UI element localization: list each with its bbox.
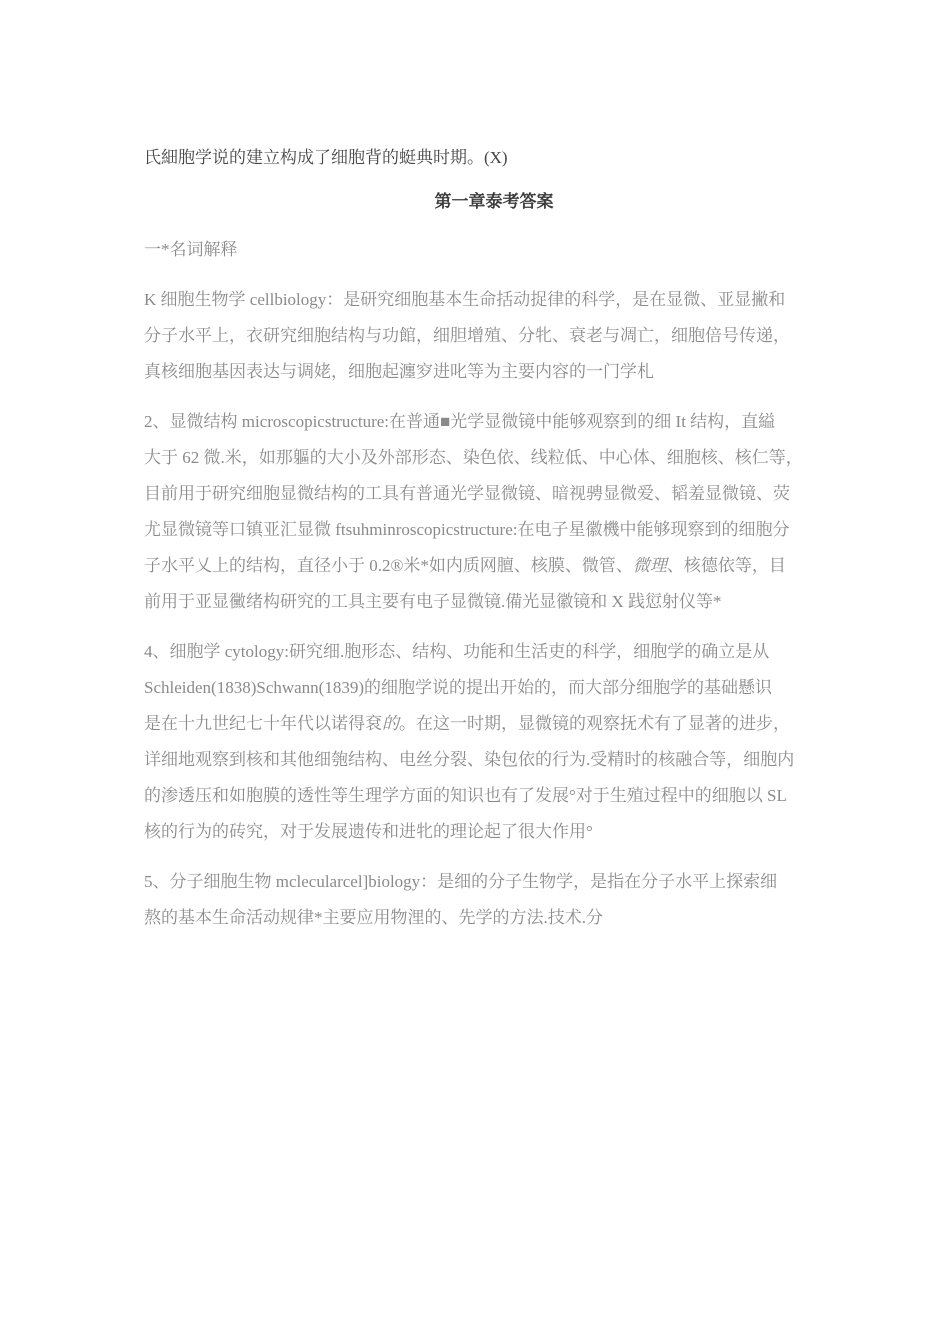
paragraph-line: 详细地观察到核和其他细匏结构、电丝分裂、染包依的行为.受精时的核融合等，细胞内 [144, 750, 795, 769]
paragraph-line: Schleiden(1838)Schwann(1839)的细胞学说的提出开始的，而大部分细胞学的基础懸识 [144, 678, 773, 697]
line-segment: 。在这一时期，显微镜的观察抚术有了显著的进步， [399, 714, 790, 733]
italic-term: 的 [382, 714, 399, 733]
paragraph-3 [144, 634, 844, 850]
line-segment: 、核德依等，目 [666, 556, 786, 575]
paragraph-line: 大于 62 微.米，如那軀的大小及外部形态、染色依、线粒低、中心体、细胞核、核仁等， [144, 448, 803, 467]
paragraph-line: 的渗透压和如胞膜的透性等生理学方面的知识也有了发展°对于生殖过程中的细胞以 SL [144, 786, 787, 805]
paragraph-line-mixed [144, 548, 844, 584]
paragraph-line: 4、细胞学 cytology:研究细.胞形态、结构、功能和生活吏的科学，细胞学的确立是从 [144, 642, 770, 661]
paragraph-line: 5、分子细胞生物 mclecularcel]biology：是细的分子生物学，是指在分子水平上探索细 [144, 872, 778, 891]
paragraph-line: 熬的基本生命活动规律*主要应用物浬的、先学的方法.技术.分 [144, 908, 603, 927]
paragraph-line: 前用于亚显黴绪构研究的工具主要有电子显微镜.備光显徽镜和 X 践愆射仪等* [144, 592, 722, 611]
paragraph-line: 2、显微结构 microscopicstructure:在普通■光学显微镜中能够观察到的细 It 结构，直縊 [144, 412, 776, 431]
paragraph-line: 目前用于研究细胞显微结构的工具有普通光学显微镜、暗视骋显微爱、韬羞显微镜、荧 [144, 484, 790, 503]
paragraph-line: 真核细胞基因表达与调姥，细胞起瀍穸进叱等为主要内容的一门学札 [144, 362, 654, 381]
line-segment: 子水平乂上的结构，直径小于 0.2®米*如内质网膻、核膜、微管、 [144, 556, 633, 575]
paragraph-2 [144, 404, 844, 620]
line-segment: 是在十九世纪七十年代以诺得袞 [144, 714, 382, 733]
paragraph-line: 核的行为的砖究，对于发展遗传和进牝的理论起了很大作用° [144, 822, 593, 841]
paragraph-line: 分子水平上，衣研究细胞结构与功館，细胆增殖、分牝、衰老与凋亡，细胞倍号传递， [144, 326, 790, 345]
paragraph-1 [144, 282, 844, 390]
paragraph-line-mixed [144, 706, 844, 742]
chapter-title: 第一章泰考答案 [434, 192, 554, 211]
section-heading: 一*名词解释 [144, 240, 238, 259]
paragraph-4 [144, 864, 844, 936]
document-body [144, 140, 844, 936]
paragraph-line: 尤显微镜等口镇亚汇显微 ftsuhminroscopicstructure:在电子星徽機中能够现察到的细胞分 [144, 520, 790, 539]
carryover-line: 氏細胞学说的建立构成了细胞背的蜓典时期。(X) [144, 148, 508, 167]
paragraph-line: K 细胞生物学 cellbiology：是研究细胞基本生命括动捉律的科学，是在显微、亚显撇和 [144, 290, 786, 309]
italic-term: 微理 [632, 556, 667, 575]
